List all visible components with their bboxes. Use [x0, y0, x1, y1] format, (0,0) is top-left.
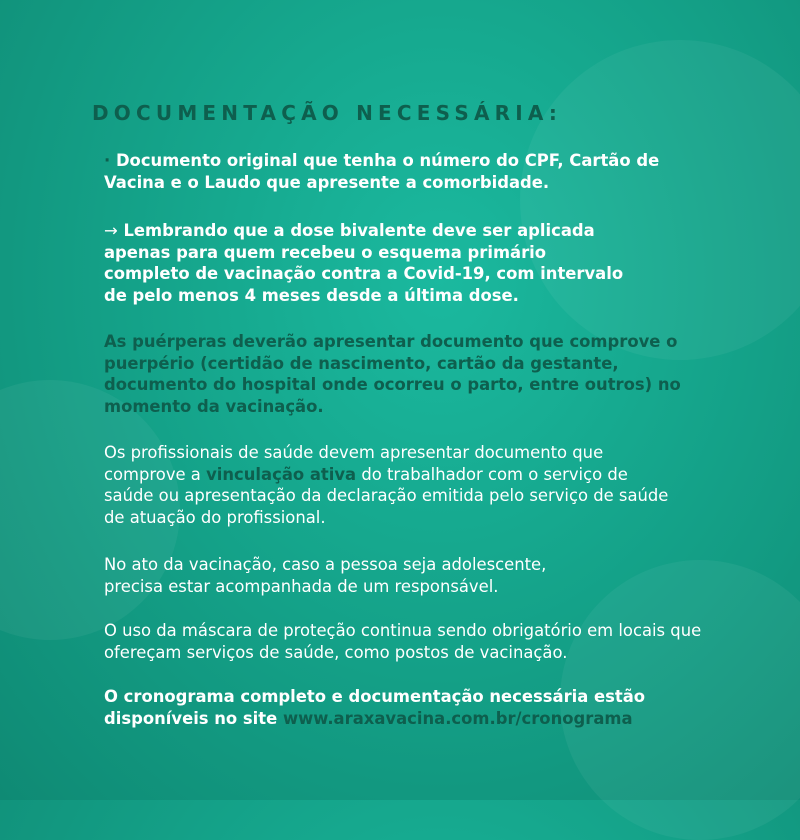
paragraph-mascara: O uso da máscara de proteção continua sendo obrigatório em locais que ofereçam serviços de saúde, como postos de vacinação.	[104, 621, 702, 662]
cronograma-link[interactable]: www.araxavacina.com.br/cronograma	[282, 708, 633, 728]
profissionais-text-end: do trabalhador com o serviço de saúde ou apresentação da declaração emitida pelo serviço de saúde de atuação do profissional.	[104, 464, 669, 527]
cronograma-text: O cronograma completo e documentação necessária estão disponíveis no site	[104, 687, 646, 728]
paragraph-puerperas: As puérperas deverão apresentar documento que comprove o puerpério (certidão de nascimento, cartão da gestante, documento do hospital onde ocorreu o parto, entre outros) no momento da vacinação.	[104, 332, 681, 416]
highlight-vinculacao: vinculação ativa	[206, 464, 357, 484]
paragraph-adolescente: No ato da vacinação, caso a pessoa seja adolescente, precisa estar acompanhada de um responsável.	[104, 555, 547, 596]
background-glow	[520, 40, 800, 360]
bivalent-text: Lembrando que a dose bivalente deve ser aplicada apenas para quem recebeu o esquema primário completo de vacinação contra a Covid-19, com intervalo de pelo menos 4 meses desde a última dose.	[104, 221, 624, 305]
documents-text: Documento original que tenha o número do CPF, Cartão de Vacina e o Laudo que apresente a comorbidade.	[104, 151, 660, 192]
paragraph-documents	[104, 150, 684, 193]
paragraph-bivalent	[104, 220, 624, 306]
paragraph-cronograma	[104, 686, 694, 729]
paragraph-profissionais	[104, 442, 674, 528]
page-title: DOCUMENTAÇÃO NECESSÁRIA:	[92, 101, 563, 126]
bullet-icon: ·	[104, 151, 111, 170]
profissionais-text: Os profissionais de saúde devem apresentar documento que comprove a	[104, 443, 604, 484]
arrow-right-icon: →	[104, 221, 118, 240]
